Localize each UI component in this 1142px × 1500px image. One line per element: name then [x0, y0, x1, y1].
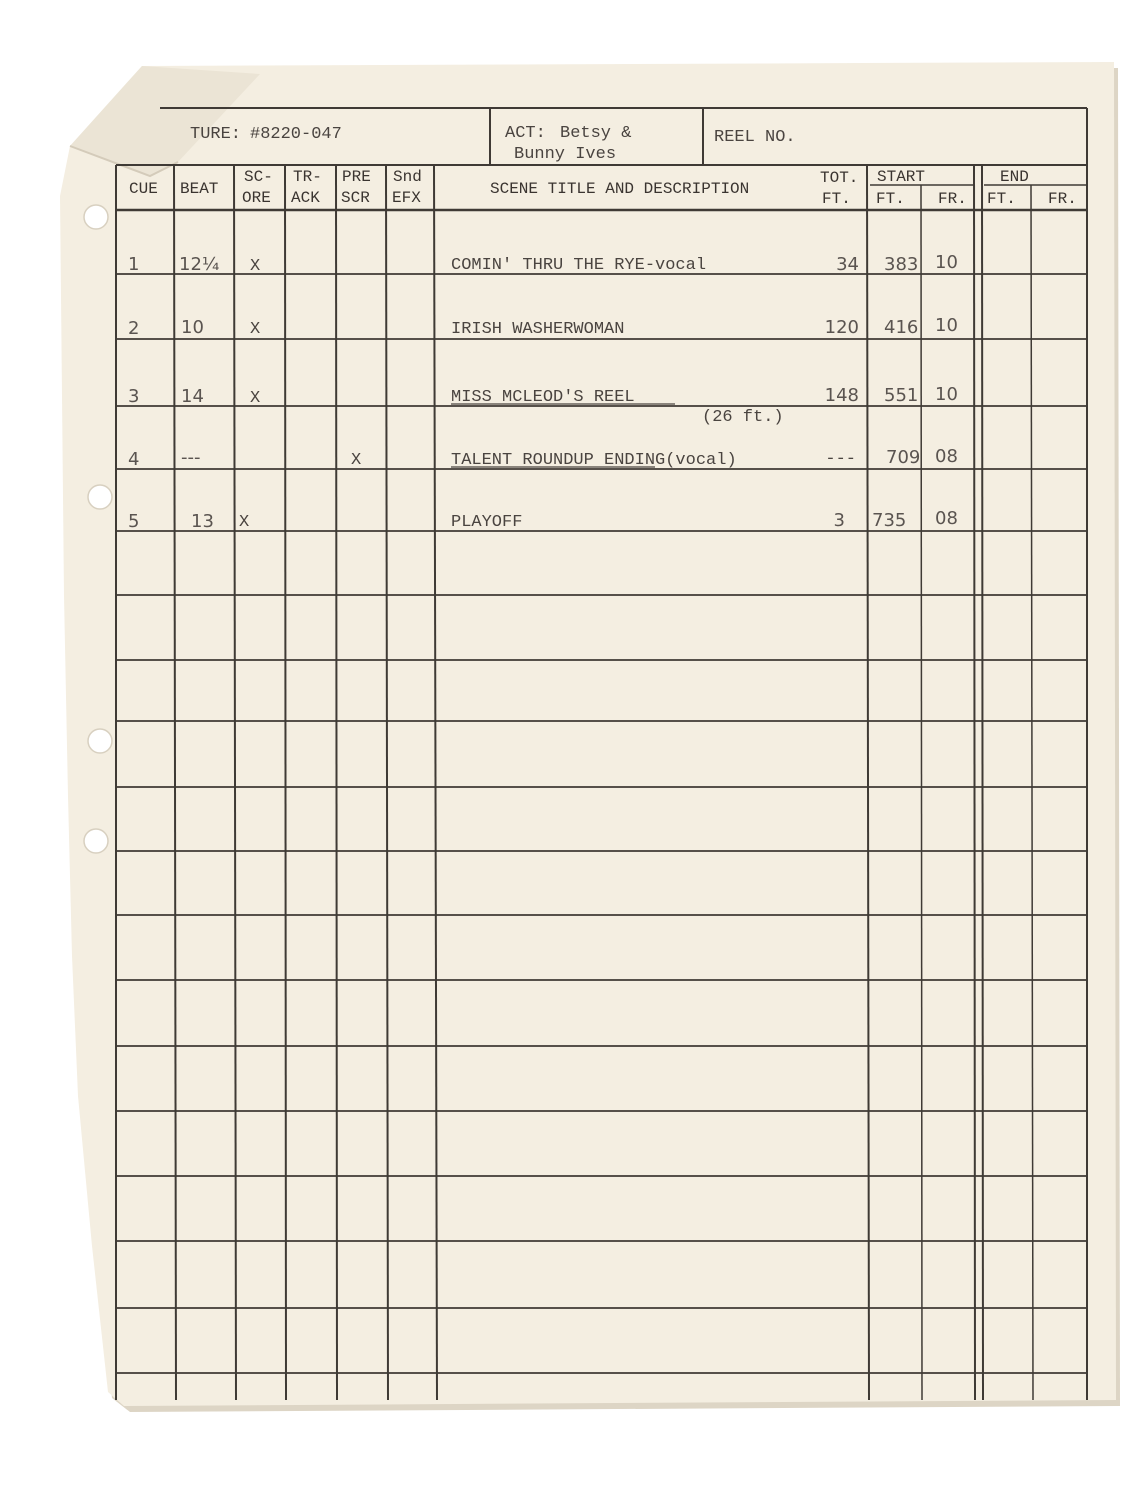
column-score-line1: SC-	[244, 168, 273, 186]
column-track-line1: TR-	[293, 168, 322, 186]
cue-score-mark: X	[250, 320, 261, 339]
cue-start-ft: 551	[884, 385, 919, 406]
act-name-line1: Betsy &	[560, 124, 632, 143]
cue-title: MISS MCLEOD'S REEL	[451, 388, 635, 407]
cue-prescr-mark: X	[351, 451, 362, 470]
cue-start-fr: 10	[935, 315, 958, 336]
column-track-line2: ACK	[291, 189, 320, 207]
cue-title: PLAYOFF	[451, 513, 523, 532]
punch-hole	[84, 205, 108, 229]
cue-note: (26 ft.)	[702, 408, 784, 427]
picture-number: #8220-047	[250, 125, 342, 144]
cue-number: 4	[128, 449, 140, 470]
cue-number: 5	[128, 511, 140, 532]
column-total-line2: FT.	[822, 190, 851, 208]
column-start-fr: FR.	[938, 190, 967, 208]
column-end-fr: FR.	[1048, 190, 1077, 208]
cue-start-fr: 10	[935, 252, 958, 273]
cue-title: COMIN' THRU THE RYE-vocal	[451, 256, 707, 275]
cue-score-mark: X	[250, 257, 261, 276]
cue-start-fr: 08	[935, 446, 958, 467]
cue-start-fr: 10	[935, 384, 958, 405]
column-beat: BEAT	[180, 180, 219, 198]
cue-beat: 10	[181, 317, 204, 338]
act-name-line2: Bunny Ives	[514, 145, 617, 164]
cue-title: TALENT ROUNDUP ENDING(vocal)	[451, 451, 737, 470]
cue-start-ft: 735	[872, 510, 907, 531]
act-label: ACT:	[505, 124, 546, 143]
picture-label: TURE:	[190, 125, 242, 144]
column-cue: CUE	[129, 180, 158, 198]
cue-total-ft: 148	[824, 385, 859, 406]
column-sndefx-line2: EFX	[392, 189, 421, 207]
column-end: END	[1000, 168, 1029, 186]
cue-total-ft: 34	[836, 254, 859, 275]
cue-start-ft: 709	[886, 447, 921, 468]
column-scene-title: SCENE TITLE AND DESCRIPTION	[490, 180, 750, 198]
punch-hole	[84, 829, 108, 853]
column-total-line1: TOT.	[820, 169, 859, 187]
column-end-ft: FT.	[987, 190, 1016, 208]
cue-number: 2	[128, 318, 140, 339]
cue-title: IRISH WASHERWOMAN	[451, 320, 625, 339]
cue-start-ft: 416	[884, 317, 919, 338]
reel-number-label: REEL NO.	[714, 128, 796, 147]
cue-score-mark: X	[250, 389, 261, 408]
cue-beat: 13	[191, 511, 214, 532]
cue-beat: 12¼	[179, 254, 220, 275]
punch-hole	[88, 729, 112, 753]
cue-number: 3	[128, 386, 140, 407]
cue-beat: ---	[181, 447, 201, 468]
column-sndefx-line1: Snd	[393, 168, 422, 186]
column-start-ft: FT.	[876, 190, 905, 208]
cue-score-mark: X	[239, 513, 250, 532]
cue-total-ft: 120	[824, 317, 859, 338]
cue-total-ft: 3	[833, 510, 845, 531]
column-prescr-line1: PRE	[342, 168, 371, 186]
punch-hole	[88, 485, 112, 509]
column-prescr-line2: SCR	[341, 189, 370, 207]
cue-start-fr: 08	[935, 508, 958, 529]
cue-beat: 14	[181, 386, 204, 407]
cue-number: 1	[128, 254, 140, 275]
cue-start-ft: 383	[884, 254, 919, 275]
column-start: START	[877, 168, 926, 186]
column-score-line2: ORE	[242, 189, 271, 207]
cue-total-ft: ---	[825, 450, 856, 469]
